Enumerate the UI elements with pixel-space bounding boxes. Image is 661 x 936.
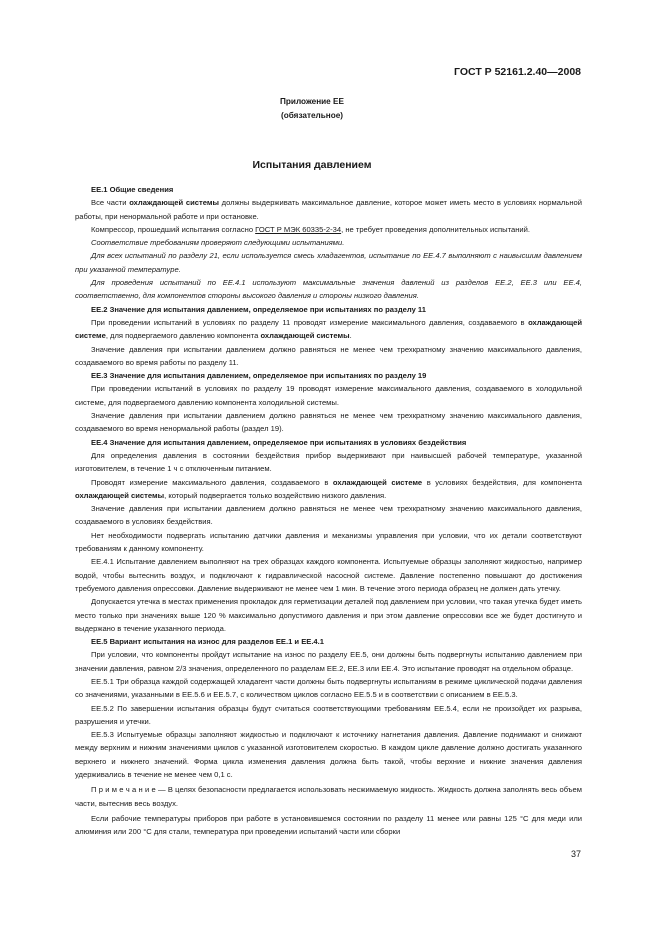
note: П р и м е ч а н и е — В целях безопасности предлагается использовать несжимаемую жидкость. Жидкость должна заполнять весь объем части, вытеснив весь воздух.	[75, 785, 582, 808]
appendix-label: Приложение ЕЕ	[280, 97, 344, 106]
section-heading: ЕЕ.5 Вариант испытания на износ для разделов ЕЕ.1 и ЕЕ.4.1	[91, 637, 324, 647]
standard-reference: ГОСТ Р МЭК 60335-2-34	[255, 224, 342, 234]
page-number: 37	[571, 849, 582, 859]
paragraph: При проведении испытаний в условиях по разделу 19 проводят измерение максимального давления, создаваемого в холодильной системе, для подвергаемого давлению компонента холодильной системы.	[75, 384, 582, 407]
paragraph: ЕЕ.4.1 Испытание давлением выполняют на трех образцах каждого компонента. Испытуемые образцы заполняют жидкостью, например водой, чтобы вытеснить воздух, и подключают к гидравлической насосной системе. Давление постепенно повышают до достижения требуемого давления опрессовки. Давление выдерживают не менее чем 1 мин. В течение этого периода образец не должен дать утечку.	[75, 557, 582, 593]
paragraph: Компрессор, прошедший испытания согласно ГОСТ Р МЭК 60335-2-34, не требует проведения дополнительных испытаний.	[91, 224, 531, 234]
paragraph: ЕЕ.5.1 Три образца каждой содержащей хладагент части должны быть подвергнуты испытаниям в режиме циклической подачи давления со значениями, указанными в ЕЕ.5.6 и ЕЕ.5.7, с количеством циклов согласно ЕЕ.5.5 и в соответствии с описанием в ЕЕ.5.3.	[75, 676, 582, 700]
paragraph: Если рабочие температуры приборов при работе в установившемся состоянии по разделу 11 менее или равны 125 °С для меди или алюминия или 200 °С для стали, температура при проведении испытаний части или сборки	[75, 813, 582, 837]
paragraph: Допускается утечка в местах применения прокладок для герметизации деталей под давлением при условии, что такая утечка будет иметь место только при значениях выше 120 % максимально допустимого давления и при этом давление опрессовки все же будет достигнуто и выдержано в течение указанного периода.	[75, 597, 582, 633]
appendix-status: (обязательное)	[281, 111, 343, 120]
section-heading: ЕЕ.2 Значение для испытания давлением, определяемое при испытаниях по разделу 11	[91, 304, 426, 314]
paragraph: Значение давления при испытании давлением должно равняться не менее чем трехкратному значению максимального давления, создаваемого во время ненормальной работы (раздел 19).	[75, 411, 582, 434]
paragraph: Для всех испытаний по разделу 21, если используется смесь хладагентов, испытание по ЕЕ.4.7 выполняют с наивысшим давлением при указанной температуре.	[75, 251, 582, 274]
paragraph: ЕЕ.5.2 По завершении испытания образцы будут считаться соответствующими требованиям ЕЕ.5.4, если не произойдет их разрыва, разрушения и утечки.	[75, 703, 582, 726]
paragraph: Проводят измерение максимального давления, создаваемого в охлаждающей системе в условиях бездействия, для компонента охлаждающей системы, который подвергается только воздействию низкого давления.	[75, 477, 582, 500]
paragraph: Значение давления при испытании давлением должно равняться не менее чем трехкратному значению максимального давления, создаваемого в условиях бездействия.	[75, 504, 582, 527]
paragraph: Нет необходимости подвергать испытанию датчики давления и механизмы управления при условии, что их детали соответствуют требованиям к данному компоненту.	[75, 530, 582, 554]
paragraph: При проведении испытаний в условиях по разделу 11 проводят измерение максимального давления, создаваемого в охлаждающей системе, для подвергаемого давлению компонента охлаждающей системы.	[75, 317, 582, 341]
document-header: ГОСТ Р 52161.2.40—2008	[454, 66, 581, 78]
paragraph: ЕЕ.5.3 Испытуемые образцы заполняют жидкостью и подключают к источнику нагнетания давления. Давление поднимают и снижают между верхним и нижним значениями циклов с указанной изготовителем скоростью. В каждом цикле давление должно достигать указанного верхнего и нижнего значений. Форма цикла изменения давления должна быть такой, чтобы верхние и нижние значения давления удерживались в течение не менее чем 0,1 с.	[75, 730, 582, 780]
section-heading: ЕЕ.1 Общие сведения	[91, 185, 174, 194]
section-heading: ЕЕ.4 Значение для испытания давлением, определяемое при испытаниях в условиях бездействия	[91, 437, 467, 447]
paragraph: Для проведения испытаний по ЕЕ.4.1 используют максимальные значения давлений из разделов ЕЕ.2, ЕЕ.3 или ЕЕ.4, соответственно, для компонентов стороны высокого давления и стороны низкого давления.	[75, 278, 582, 301]
section-title: Испытания давлением	[252, 159, 372, 171]
paragraph: Все части охлаждающей системы должны выдерживать максимальное давление, которое может иметь место в условиях нормальной работы, при ненормальной работе и при остановке.	[75, 198, 582, 221]
paragraph: При условии, что компоненты пройдут испытание на износ по разделу ЕЕ.5, они должны быть подвергнуты испытанию давлением при значении давления, равном 2/3 значения, определенного по разделам ЕЕ.2, ЕЕ.3 или ЕЕ.4. Это испытание проводят на отдельном образце.	[75, 650, 582, 673]
appendix-heading	[0, 95, 624, 123]
section-heading: ЕЕ.3 Значение для испытания давлением, определяемое при испытаниях по разделу 19	[91, 371, 427, 381]
paragraph: Для определения давления в состоянии бездействия прибор выдерживают при наивысшей рабочей температуре, указанной изготовителем, в течение 1 ч с отключенным питанием.	[75, 450, 582, 474]
paragraph: Значение давления при испытании давлением должно равняться не менее чем трехкратному значению максимального давления, создаваемого во время работы по разделу 11.	[75, 344, 582, 367]
document-body	[75, 183, 582, 839]
paragraph: Соответствие требованиям проверяют следующими испытаниями.	[91, 238, 345, 248]
